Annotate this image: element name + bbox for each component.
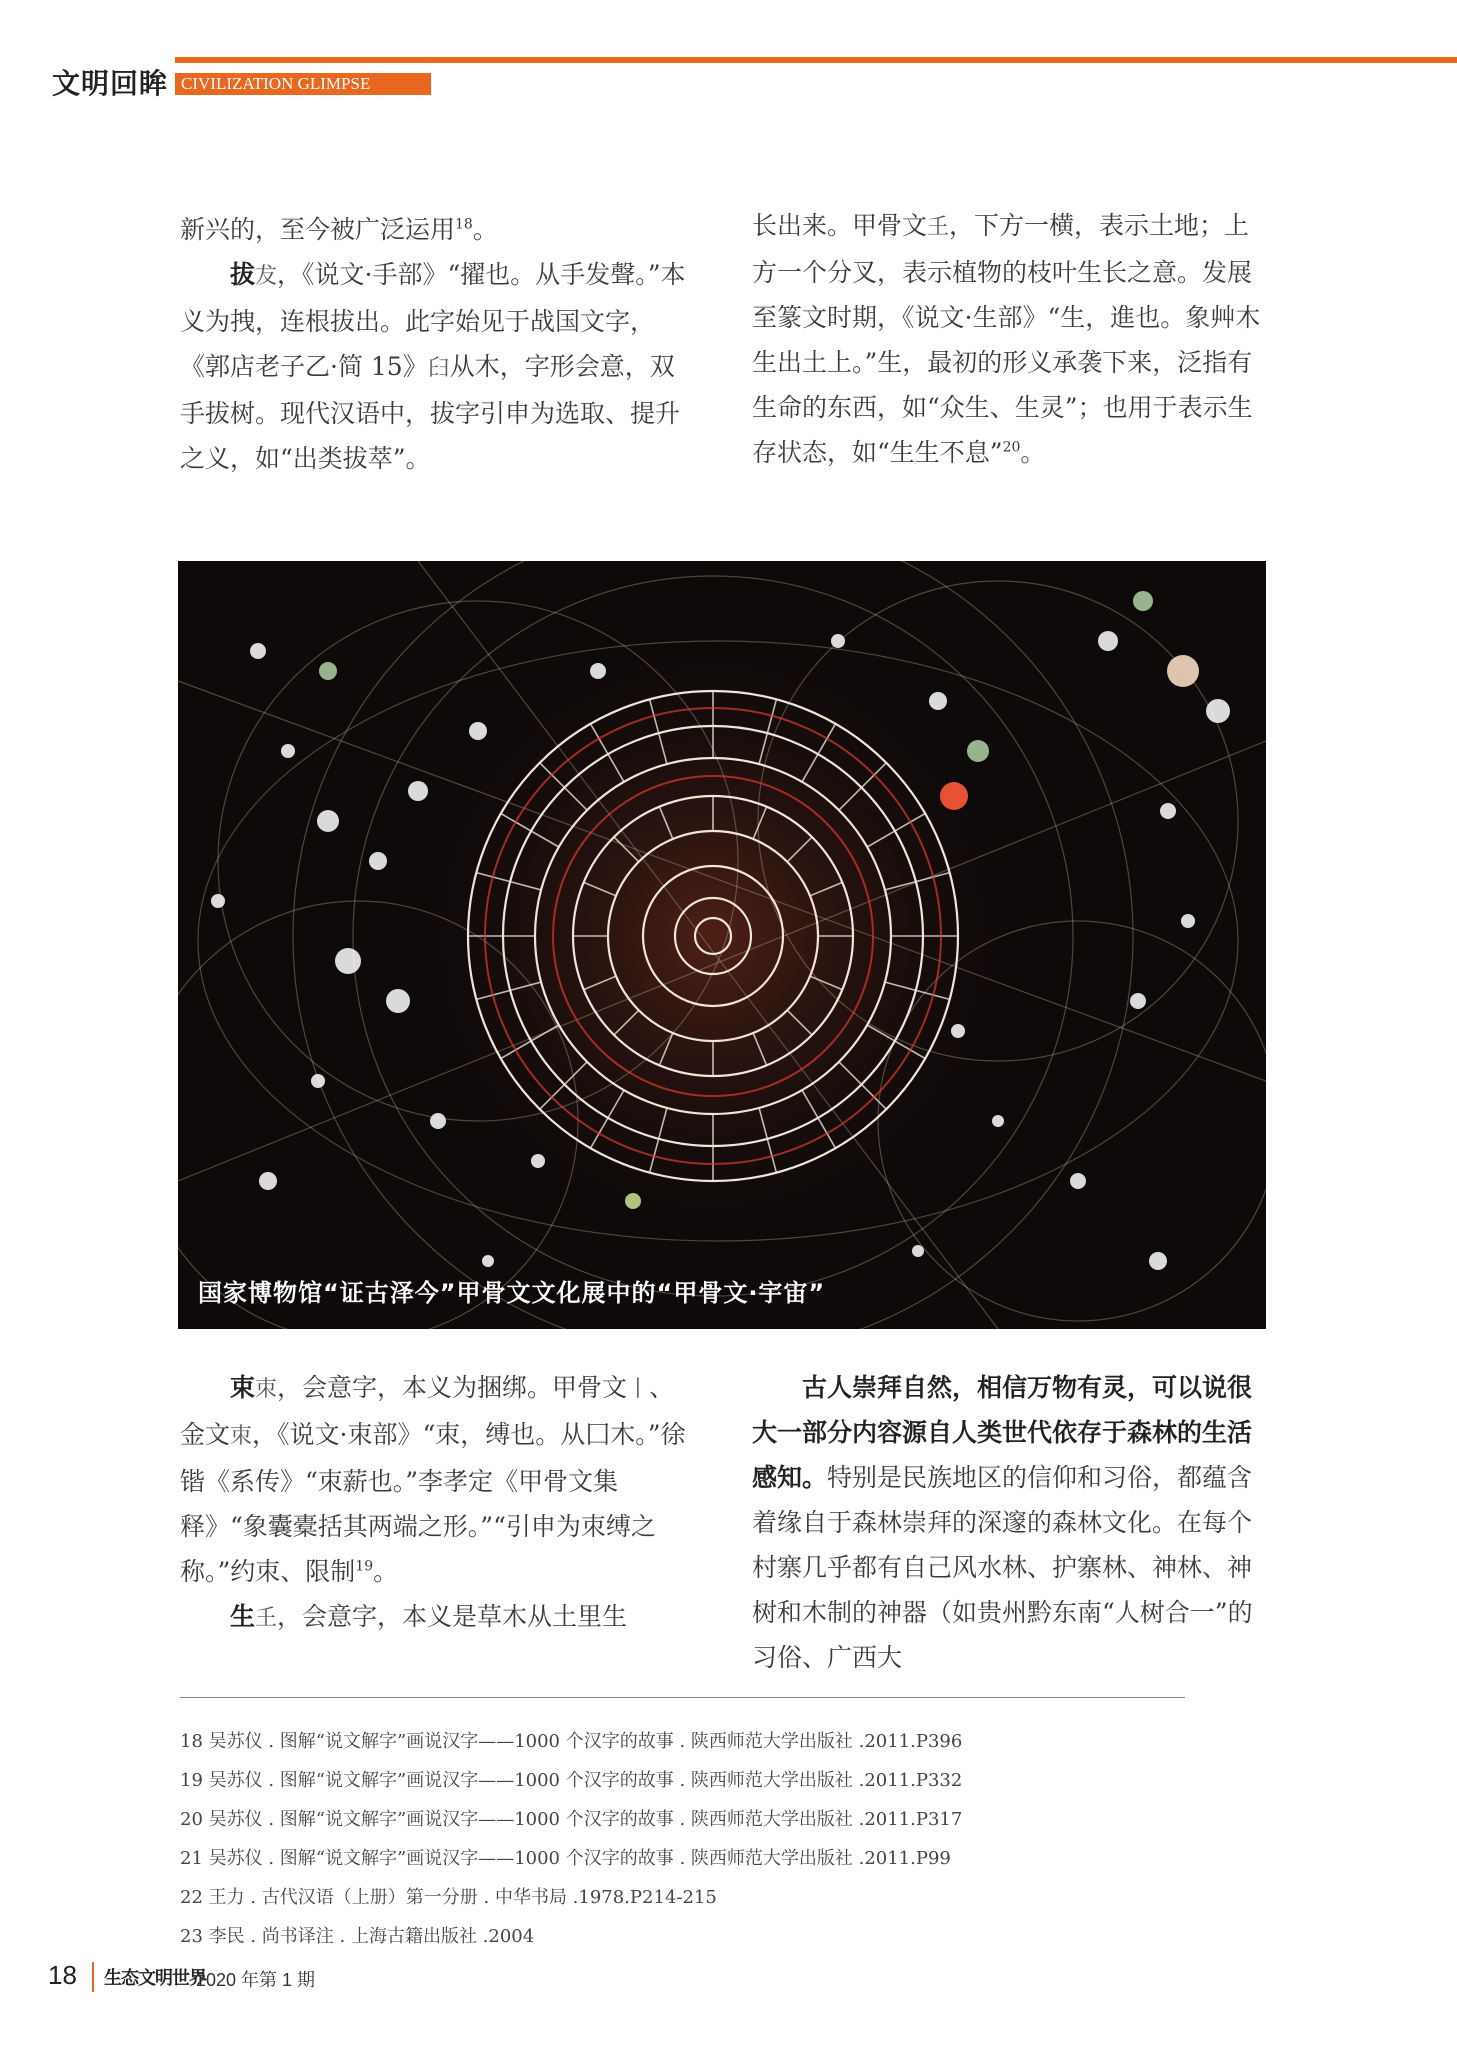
footnote-divider <box>180 1697 1185 1698</box>
star-light <box>1160 803 1176 819</box>
star-light <box>1167 655 1199 687</box>
photo-caption: 国家博物馆“证古泽今”甲骨文文化展中的“甲骨文·宇宙” <box>198 1279 826 1307</box>
star-light <box>1130 993 1146 1009</box>
star-light <box>469 722 487 740</box>
star-light <box>259 1172 277 1190</box>
star-light <box>590 663 606 679</box>
paragraph: 生𡈼，会意字，本义是草木从土里生 <box>230 1602 628 1631</box>
star-light <box>1206 699 1230 723</box>
star-light <box>831 634 845 648</box>
star-light <box>1070 1173 1086 1189</box>
section-subtitle: CIVILIZATION GLIMPSE <box>175 73 431 95</box>
footnote-item: 23 李民 . 尚书译注 . 上海古籍出版社 .2004 <box>180 1926 535 1947</box>
footnote-list <box>180 1722 1280 1956</box>
star-light <box>281 744 295 758</box>
footnote-item: 19 吴苏仪 . 图解“说文解字”画说汉字——1000 个汉字的故事 . 陕西师范大学出版社 .2011.P332 <box>180 1770 963 1791</box>
star-light <box>311 1074 325 1088</box>
star-light <box>317 810 339 832</box>
cosmic-wheel-image <box>178 561 1266 1329</box>
star-light <box>951 1024 965 1038</box>
star-light <box>430 1113 446 1129</box>
star-light <box>1181 914 1195 928</box>
issue-label: 2020 年第 1 期 <box>196 1970 316 1990</box>
star-light <box>319 662 337 680</box>
star-light <box>1149 1252 1167 1270</box>
paragraph: 长出来。甲骨文𡈼，下方一横，表示土地；上方一个分叉，表示植物的枝叶生长之意。发展至篆文时期，《说文·生部》“生，進也。象艸木生出土上。”生，最初的形义承袭下来，泛指有生命的东西，如“众生、生灵”；也用于表示生存状态，如“生生不息”$^{20}$。 <box>752 211 1261 467</box>
footnote-item: 18 吴苏仪 . 图解“说文解字”画说汉字——1000 个汉字的故事 . 陕西师范大学出版社 .2011.P396 <box>180 1731 963 1752</box>
star-light <box>369 852 387 870</box>
ancient-glyph: 𡈼 <box>927 215 950 240</box>
exhibition-photo <box>178 561 1266 1329</box>
entry-character: 束 <box>230 1373 256 1402</box>
ancient-glyph: 𡈼 <box>255 1606 278 1631</box>
footnote-ref: 19 <box>355 1558 374 1575</box>
ancient-glyph: 𦥑 <box>427 356 450 381</box>
footnote-item: 22 王力 . 古代汉语（上册）第一分册 . 中华书局 .1978.P214-215 <box>180 1887 717 1908</box>
text-column-3 <box>180 1365 690 1641</box>
star-light <box>992 1115 1004 1127</box>
ancient-glyph: 丨 <box>627 1377 650 1402</box>
ancient-glyph: 朿 <box>230 1424 253 1449</box>
star-light <box>408 781 428 801</box>
star-light <box>929 692 947 710</box>
footnote-ref: 18 <box>455 216 473 233</box>
star-light <box>967 740 989 762</box>
paragraph: 古人崇拜自然，相信万物有灵，可以说很大一部分内容源自人类世代依存于森林的生活感知。特别是民族地区的信仰和习俗，都蕴含着缘自于森林崇拜的深邃的森林文化。在每个村寨几乎都有自己风水林、护寨林、神林、神树和木制的神器（如贵州黔东南“人树合一”的习俗、广西大 <box>752 1373 1253 1672</box>
footer-divider <box>92 1962 94 1992</box>
header-accent-bar <box>175 57 1457 63</box>
star-light <box>1133 591 1153 611</box>
star-light <box>1098 631 1118 651</box>
entry-character: 生 <box>230 1602 256 1631</box>
paragraph: 新兴的，至今被广泛运用$^{18}$。 <box>180 215 498 244</box>
star-light <box>625 1193 641 1209</box>
star-light <box>386 989 410 1013</box>
text-column-2 <box>752 203 1262 475</box>
star-light <box>211 894 225 908</box>
text-column-4 <box>752 1365 1264 1680</box>
star-light <box>250 643 266 659</box>
magazine-logo: 生态文明世界 <box>104 1968 206 1989</box>
paragraph: 束朿，会意字，本义为捆绑。甲骨文丨、金文朿，《说文·朿部》“朿，缚也。从囗木。”徐锴《系传》“朿薪也。”李孝定《甲骨文集释》“象囊橐括其两端之形。”“引申为朿缚之称。”约朿、限制$^{19}$。 <box>180 1373 686 1586</box>
entry-character: 拔 <box>230 260 256 289</box>
star-light <box>940 782 968 810</box>
star-light <box>482 1255 494 1267</box>
paragraph: 拔犮，《说文·手部》“擢也。从手发聲。”本义为拽，连根拔出。此字始见于战国文字，《郭店老子乙·简 15》𦥑从木，字形会意，双手拔树。现代汉语中，拔字引申为选取、提升之义，如“出类拔萃”。 <box>180 260 686 473</box>
star-light <box>335 948 361 974</box>
section-title: 文明回眸 <box>52 67 169 100</box>
footnote-ref: 20 <box>1002 439 1021 456</box>
text-column-1 <box>180 207 690 481</box>
star-light <box>912 1245 924 1257</box>
star-light <box>531 1154 545 1168</box>
page-number: 18 <box>48 1960 77 1990</box>
ancient-glyph: 犮 <box>255 264 278 289</box>
ancient-glyph: 朿 <box>255 1377 278 1402</box>
footnote-item: 20 吴苏仪 . 图解“说文解字”画说汉字——1000 个汉字的故事 . 陕西师范大学出版社 .2011.P317 <box>180 1809 963 1830</box>
emphasis-text: 古人崇拜自然，相信万物有灵，可以说很大一部分内容源自人类世代依存于森林的生活感知。 <box>752 1373 1253 1492</box>
footnote-item: 21 吴苏仪 . 图解“说文解字”画说汉字——1000 个汉字的故事 . 陕西师范大学出版社 .2011.P99 <box>180 1848 951 1869</box>
